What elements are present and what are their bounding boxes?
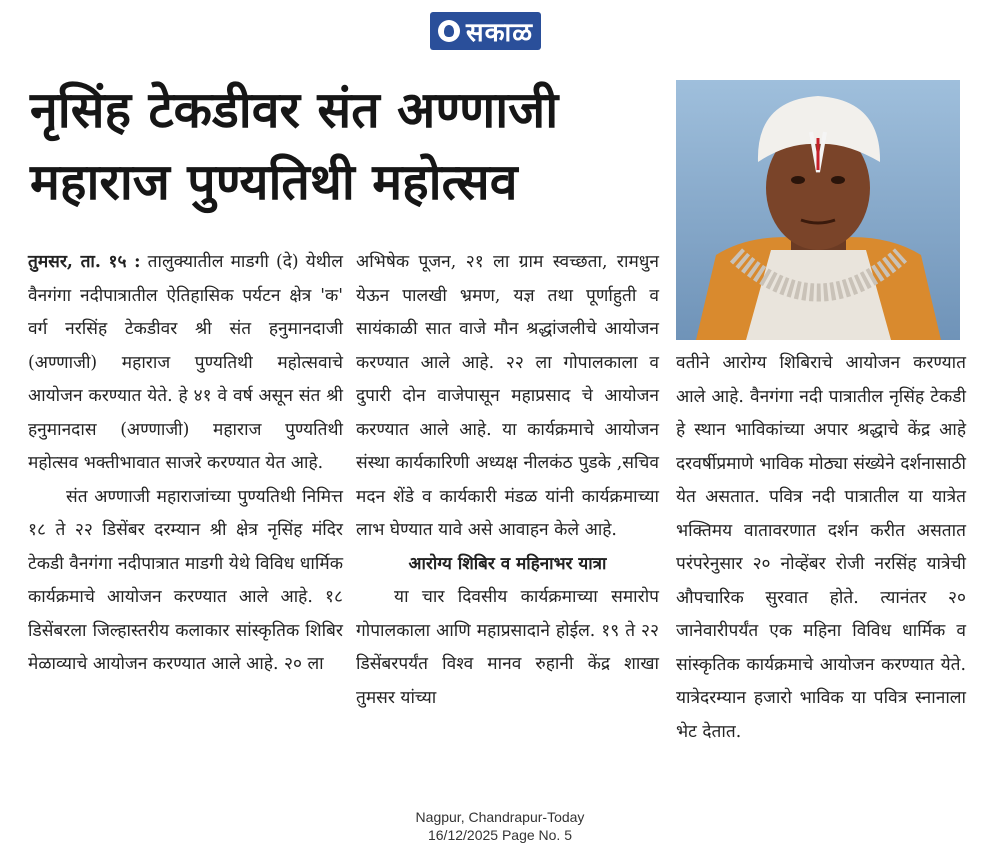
- headline-line-2: महाराज पुण्यतिथी महोत्सव: [30, 153, 518, 211]
- article-paragraph: संत अण्णाजी महाराजांच्या पुण्यतिथी निमित्त १८ ते २२ डिसेंबर दरम्यान श्री क्षेत्र नृसिंह मंदिर टेकडी वैनगंगा नदीपात्रात माडगी येथे विविध धार्मिक कार्यक्रमाचे आयोजन करण्यात आले आहे. १८ डिसेंबरला जिल्हास्तरीय कलाकार सांस्कृतिक शिबिर मेळाव्याचे आयोजन करण्यात आले आहे. २० ला: [28, 486, 343, 674]
- edition-name: Nagpur, Chandrapur-Today: [415, 809, 585, 825]
- article-paragraph: [28, 246, 343, 481]
- edition-date-page: 16/12/2025 Page No. 5: [427, 827, 572, 843]
- masthead-logo: [430, 12, 541, 50]
- masthead-name: सकाळ: [466, 18, 534, 48]
- article-column-3: [676, 347, 966, 749]
- paragraph-text: तालुक्यातील माडगी (दे) येथील वैनगंगा नदीपात्रातील ऐतिहासिक पर्यटन क्षेत्र 'क' वर्ग नरसिंह टेकडीवर श्री संत हनुमानदाजी (अण्णाजी) महाराज पुण्यतिथी महोत्सवाचे आयोजन करण्यात येते. हे ४१ वे वर्ष असून संत श्री हनुमानदास (अण्णाजी) महाराज पुण्यतिथी महोत्सव भक्तीभावात साजरे करण्यात येत आहे.: [28, 252, 343, 473]
- article-column-1: [28, 246, 343, 682]
- article-paragraph: अभिषेक पूजन, २१ ला ग्राम स्वच्छता, रामधुन येऊन पालखी भ्रमण, यज्ञ तथा पूर्णाहुती व सायंकाळी सात वाजे मौन श्रद्धांजलीचे आयोजन करण्यात आले आहे. २२ ला गोपालकाला व दुपारी दोन वाजेपासून महाप्रसाद चे आयोजन करण्यात आले आहे. या कार्यक्रमाचे आयोजन संस्था कार्यकारिणी अध्यक्ष नीलकंठ पुडके ,सचिव मदन शेंडे व कार्यकारी मंडळ यांनी कार्यक्रमाच्या लाभ घेण्यात यावे असे आवाहन केले आहे.: [356, 252, 659, 540]
- portrait-photo: [676, 80, 960, 340]
- edition-footer: [330, 808, 670, 844]
- article-column-2: [356, 246, 659, 715]
- headline: [30, 74, 670, 218]
- article-paragraph: या चार दिवसीय कार्यक्रमाच्या समारोप गोपालकाला आणि महाप्रसादाने होईल. १९ ते २२ डिसेंबरपर्यंत विश्व मानव रुहानी केंद्र शाखा तुमसर यांच्या: [356, 587, 659, 708]
- sakal-emblem-icon: [438, 20, 460, 42]
- dateline: तुमसर, ता. १५ :: [28, 252, 141, 272]
- saint-portrait-icon: [676, 80, 960, 340]
- article-paragraph: वतीने आरोग्य शिबिराचे आयोजन करण्यात आले आहे. वैनगंगा नदी पात्रातील नृसिंह टेकडी हे स्थान भाविकांच्या अपार श्रद्धाचे केंद्र आहे दरवर्षीप्रमाणे भाविक मोठ्या संख्येने दर्शनासाठी येत असतात. पवित्र नदी पात्रातील या यात्रेत भक्तिमय वातावरणात दर्शन करीत असतात परंपरेनुसार २० नोव्हेंबर रोजी नरसिंह यात्रेची औपचारिक सुरवात होते. त्यानंतर २० जानेवारीपर्यंत एक महिना विविध धार्मिक व सांस्कृतिक कार्यक्रमाचे आयोजन करण्यात येते. यात्रेदरम्यान हजारो भाविक या पवित्र स्नानाला भेट देतात.: [676, 353, 966, 742]
- headline-line-1: नृसिंह टेकडीवर संत अण्णाजी: [30, 81, 559, 139]
- subheading: आरोग्य शिबिर व महिनाभर यात्रा: [408, 553, 607, 574]
